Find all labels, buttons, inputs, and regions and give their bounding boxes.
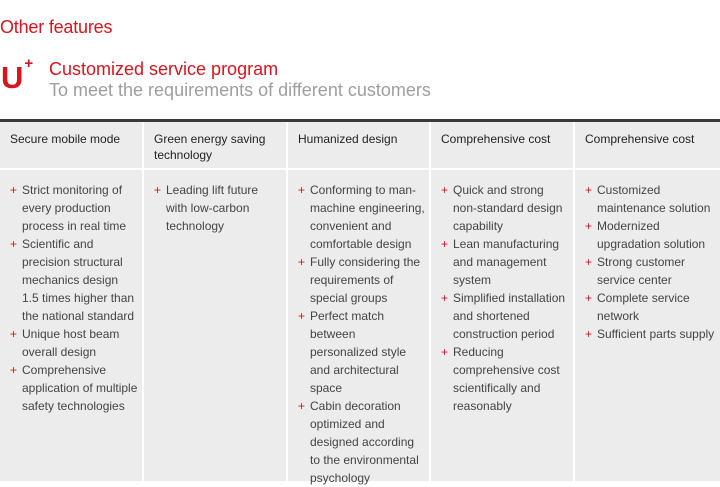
feature-item — [10, 361, 138, 415]
plus-bullet-icon: + — [441, 345, 449, 359]
feature-item — [298, 181, 425, 253]
plus-bullet-icon: + — [298, 255, 306, 269]
plus-bullet-icon: + — [585, 255, 593, 269]
feature-item — [298, 307, 425, 397]
column-header: Secure mobile mode — [0, 122, 142, 170]
feature-item — [10, 325, 138, 361]
plus-bullet-icon: + — [10, 237, 18, 251]
column-header: Comprehensive cost — [575, 122, 720, 170]
feature-item-text: Perfect match between personalized style and architectural space — [310, 309, 407, 395]
plus-bullet-icon: + — [585, 327, 593, 341]
feature-item — [441, 343, 569, 415]
feature-column — [431, 122, 575, 481]
feature-item-text: Unique host beam overall design — [22, 327, 120, 359]
feature-item — [585, 181, 716, 217]
plus-bullet-icon: + — [10, 327, 18, 341]
column-header: Humanized design — [288, 122, 429, 170]
column-body — [575, 170, 720, 343]
feature-item-text: Strict monitoring of every production process in real time — [22, 183, 127, 233]
plus-bullet-icon: + — [585, 219, 593, 233]
features-table — [0, 119, 720, 485]
plus-bullet-icon: + — [298, 309, 306, 323]
plus-bullet-icon: + — [10, 363, 18, 377]
feature-item-text: Sufficient parts supply — [597, 327, 715, 341]
column-body — [288, 170, 429, 487]
feature-item — [154, 181, 282, 235]
plus-bullet-icon: + — [298, 399, 306, 413]
column-body — [0, 170, 142, 415]
feature-item — [585, 217, 716, 253]
feature-item-text: Reducing comprehensive cost scientifically and reasonably — [453, 345, 560, 413]
feature-column — [288, 122, 431, 485]
section-title: Other features — [0, 17, 113, 37]
feature-item — [10, 181, 138, 235]
program-title: Customized service program — [49, 59, 279, 79]
feature-item-text: Fully considering the requirements of special groups — [310, 255, 421, 305]
plus-bullet-icon: + — [10, 183, 18, 197]
feature-item — [585, 289, 716, 325]
feature-item-text: Comprehensive application of multiple safety technologies — [22, 363, 138, 413]
plus-bullet-icon: + — [298, 183, 306, 197]
feature-item — [441, 289, 569, 343]
feature-item-text: Conforming to man-machine engineering, convenient and comfortable design — [310, 183, 425, 251]
logo-letter: U — [1, 60, 24, 95]
feature-item-text: Quick and strong non-standard design capability — [453, 183, 563, 233]
feature-item — [441, 235, 569, 289]
feature-item-text: Cabin decoration optimized and designed according to the environmental psychology — [310, 399, 419, 485]
logo-plus: + — [24, 54, 34, 72]
feature-item-text: Scientific and precision structural mechanics design 1.5 times higher than the national standard — [22, 237, 135, 323]
feature-item-text: Strong customer service center — [597, 255, 686, 287]
program-subtitle: To meet the requirements of different customers — [49, 80, 431, 100]
column-body — [431, 170, 573, 415]
column-header: Comprehensive cost — [431, 122, 573, 170]
feature-item — [298, 397, 425, 487]
feature-column — [144, 122, 288, 481]
feature-item — [10, 235, 138, 325]
feature-item — [298, 253, 425, 307]
feature-item-text: Simplified installation and shortened construction period — [453, 291, 566, 341]
feature-column — [575, 122, 720, 481]
feature-item-text: Leading lift future with low-carbon technology — [166, 183, 259, 233]
feature-item — [585, 253, 716, 289]
plus-bullet-icon: + — [585, 183, 593, 197]
feature-column — [0, 122, 144, 481]
plus-bullet-icon: + — [441, 291, 449, 305]
feature-item-text: Customized maintenance solution — [597, 183, 711, 215]
feature-item-text: Lean manufacturing and management system — [453, 237, 560, 287]
column-header: Green energy saving technology — [144, 122, 286, 170]
plus-bullet-icon: + — [441, 237, 449, 251]
u-plus-logo — [1, 54, 34, 95]
feature-item-text: Modernized upgradation solution — [597, 219, 706, 251]
feature-item — [585, 325, 716, 343]
plus-bullet-icon: + — [441, 183, 449, 197]
column-body — [144, 170, 286, 235]
feature-item-text: Complete service network — [597, 291, 690, 323]
feature-item — [441, 181, 569, 235]
plus-bullet-icon: + — [154, 183, 162, 197]
plus-bullet-icon: + — [585, 291, 593, 305]
